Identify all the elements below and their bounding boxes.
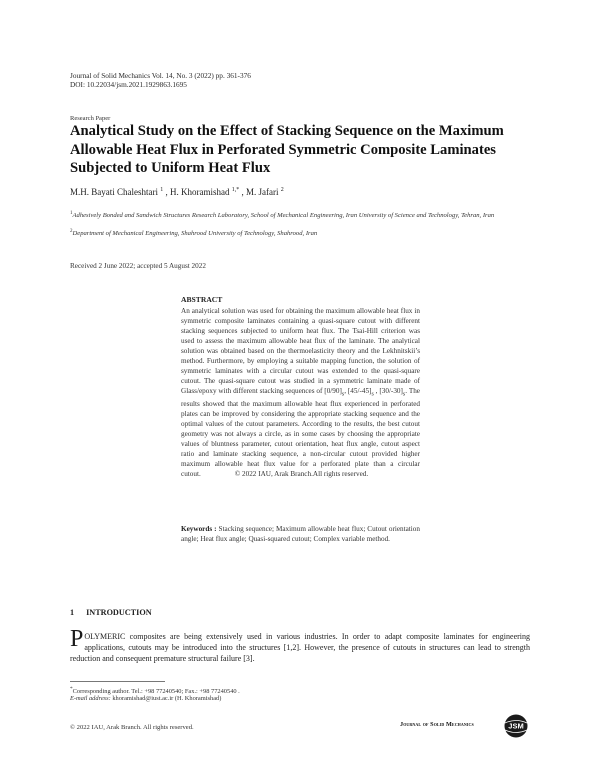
section-number: 1 <box>70 608 75 617</box>
author-affiliation-mark: 1,* <box>231 187 240 193</box>
keywords-label: Keywords : <box>181 525 217 533</box>
abstract-text: . The results showed that the maximum allowable heat flux experienced in perforated plates can be improved by considering the appropriate stacking sequence and the optimal values of the cutout parameters. According to the results, the best cutout geometry was not always a circle, as in some cases by choosing the appropriate values of bluntness parameter, cutout orientation, heat flux angle, cutout aspect ratio and laminate stacking sequence, a non-circular cutout provided higher maximum allowable heat flux value for a perforated plate than a circular cutout. <box>181 386 420 478</box>
affiliation-text: Adhesively Bonded and Sandwich Structures Research Laboratory, School of Mechanical Engineering, Iran University of Science and Technology, Tehran, Iran <box>72 212 495 220</box>
abstract-heading: ABSTRACT <box>181 295 223 304</box>
author-separator: , <box>239 187 246 197</box>
author-name: M. Jafari <box>245 187 279 197</box>
author-separator: , <box>163 187 170 197</box>
journal-citation: Journal of Solid Mechanics Vol. 14, No. 3 (2022) pp. 361-376 <box>70 71 251 80</box>
section-title: INTRODUCTION <box>86 608 152 617</box>
affiliation-text: Department of Mechanical Engineering, Shahrood University of Technology, Shahrood, Iran <box>72 230 318 238</box>
affiliation-mark: 1 <box>70 211 73 216</box>
author-list <box>70 187 284 197</box>
email-label: E-mail address: <box>70 695 111 702</box>
abstract-text: , [30/-30] <box>373 386 403 395</box>
drop-cap: P <box>70 626 84 652</box>
keywords <box>181 524 420 544</box>
intro-smallcaps: OLYMERIC <box>84 632 126 641</box>
section-heading <box>70 608 152 617</box>
affiliation-mark: 2 <box>70 229 73 234</box>
keywords-text: Stacking sequence; Maximum allowable heat flux; Cutout orientation angle; Heat flux angle; Quasi-squared cutout; Complex variable method. <box>181 525 420 543</box>
affiliation-1 <box>70 210 540 220</box>
abstract-copyright: © 2022 IAU, Arak Branch.All rights reserved. <box>234 469 369 478</box>
affiliation-2 <box>70 228 540 238</box>
intro-text: composites are being extensively used in various industries. In order to adapt composite laminates for engineering applications, cutouts may be introduced into the structures [1,2]. However, the presence of cutouts in structures can lead to strength reduction and consequent premature structural failure [3]. <box>70 632 530 663</box>
subscript: s <box>341 391 345 398</box>
footnote-divider <box>70 681 165 682</box>
abstract-body <box>181 307 420 480</box>
paper-type-label: Research Paper <box>70 115 111 122</box>
footnote-mark: * <box>70 686 73 692</box>
footer-copyright: © 2022 IAU, Arak Branch. All rights reserved. <box>70 724 194 731</box>
author-name: H. Khoramishad <box>169 187 230 197</box>
doi-line: DOI: 10.22034/jsm.2021.1929863.1695 <box>70 80 187 89</box>
author-name: M.H. Bayati Chaleshtari <box>70 187 158 197</box>
received-dates: Received 2 June 2022; accepted 5 August 2022 <box>70 262 206 270</box>
subscript: s <box>371 391 374 398</box>
email-note <box>70 695 221 703</box>
jsm-logo-icon <box>503 714 529 738</box>
svg-text:JSM: JSM <box>508 721 524 731</box>
author-affiliation-mark: 1 <box>160 187 164 193</box>
paper-title: Analytical Study on the Effect of Stacking Sequence on the Maximum Allowable Heat Flux in Perforated Symmetric Composite Laminates Subjected to Uniform Heat Flux <box>70 123 504 176</box>
journal-logo <box>400 714 530 738</box>
author-affiliation-mark: 2 <box>280 187 284 193</box>
abstract-text: An analytical solution was used for obtaining the maximum allowable heat flux in symmetric composite laminates containing a quasi-square cutout with different stacking sequences subjected to uniform heat flux. The Tsai-Hill criterion was used to assess the maximum allowable heat flux of the laminate. The analytical solution was obtained based on the thermoelasticity theory and the Lekhnitskii’s method. Furthermore, by employing a suitable mapping function, the solution of symmetric laminates with a circular cutout was extended to the quasi-square cutout. The quasi-square cutout was studied in a symmetric laminate made of Glass/epoxy with different stacking sequences of [0/90] <box>181 307 420 395</box>
abstract-text: , [45/-45] <box>344 386 372 395</box>
subscript: s <box>402 391 406 398</box>
journal-name: Journal of Solid Mechanics <box>400 721 474 728</box>
footnote-text: Corresponding author. Tel.: +98 77240540; Fax.: +98 77240540 . <box>72 688 240 696</box>
introduction-paragraph <box>70 626 530 664</box>
email-value: khoramishad@iust.ac.ir (H. Khoramishad) <box>110 695 222 702</box>
